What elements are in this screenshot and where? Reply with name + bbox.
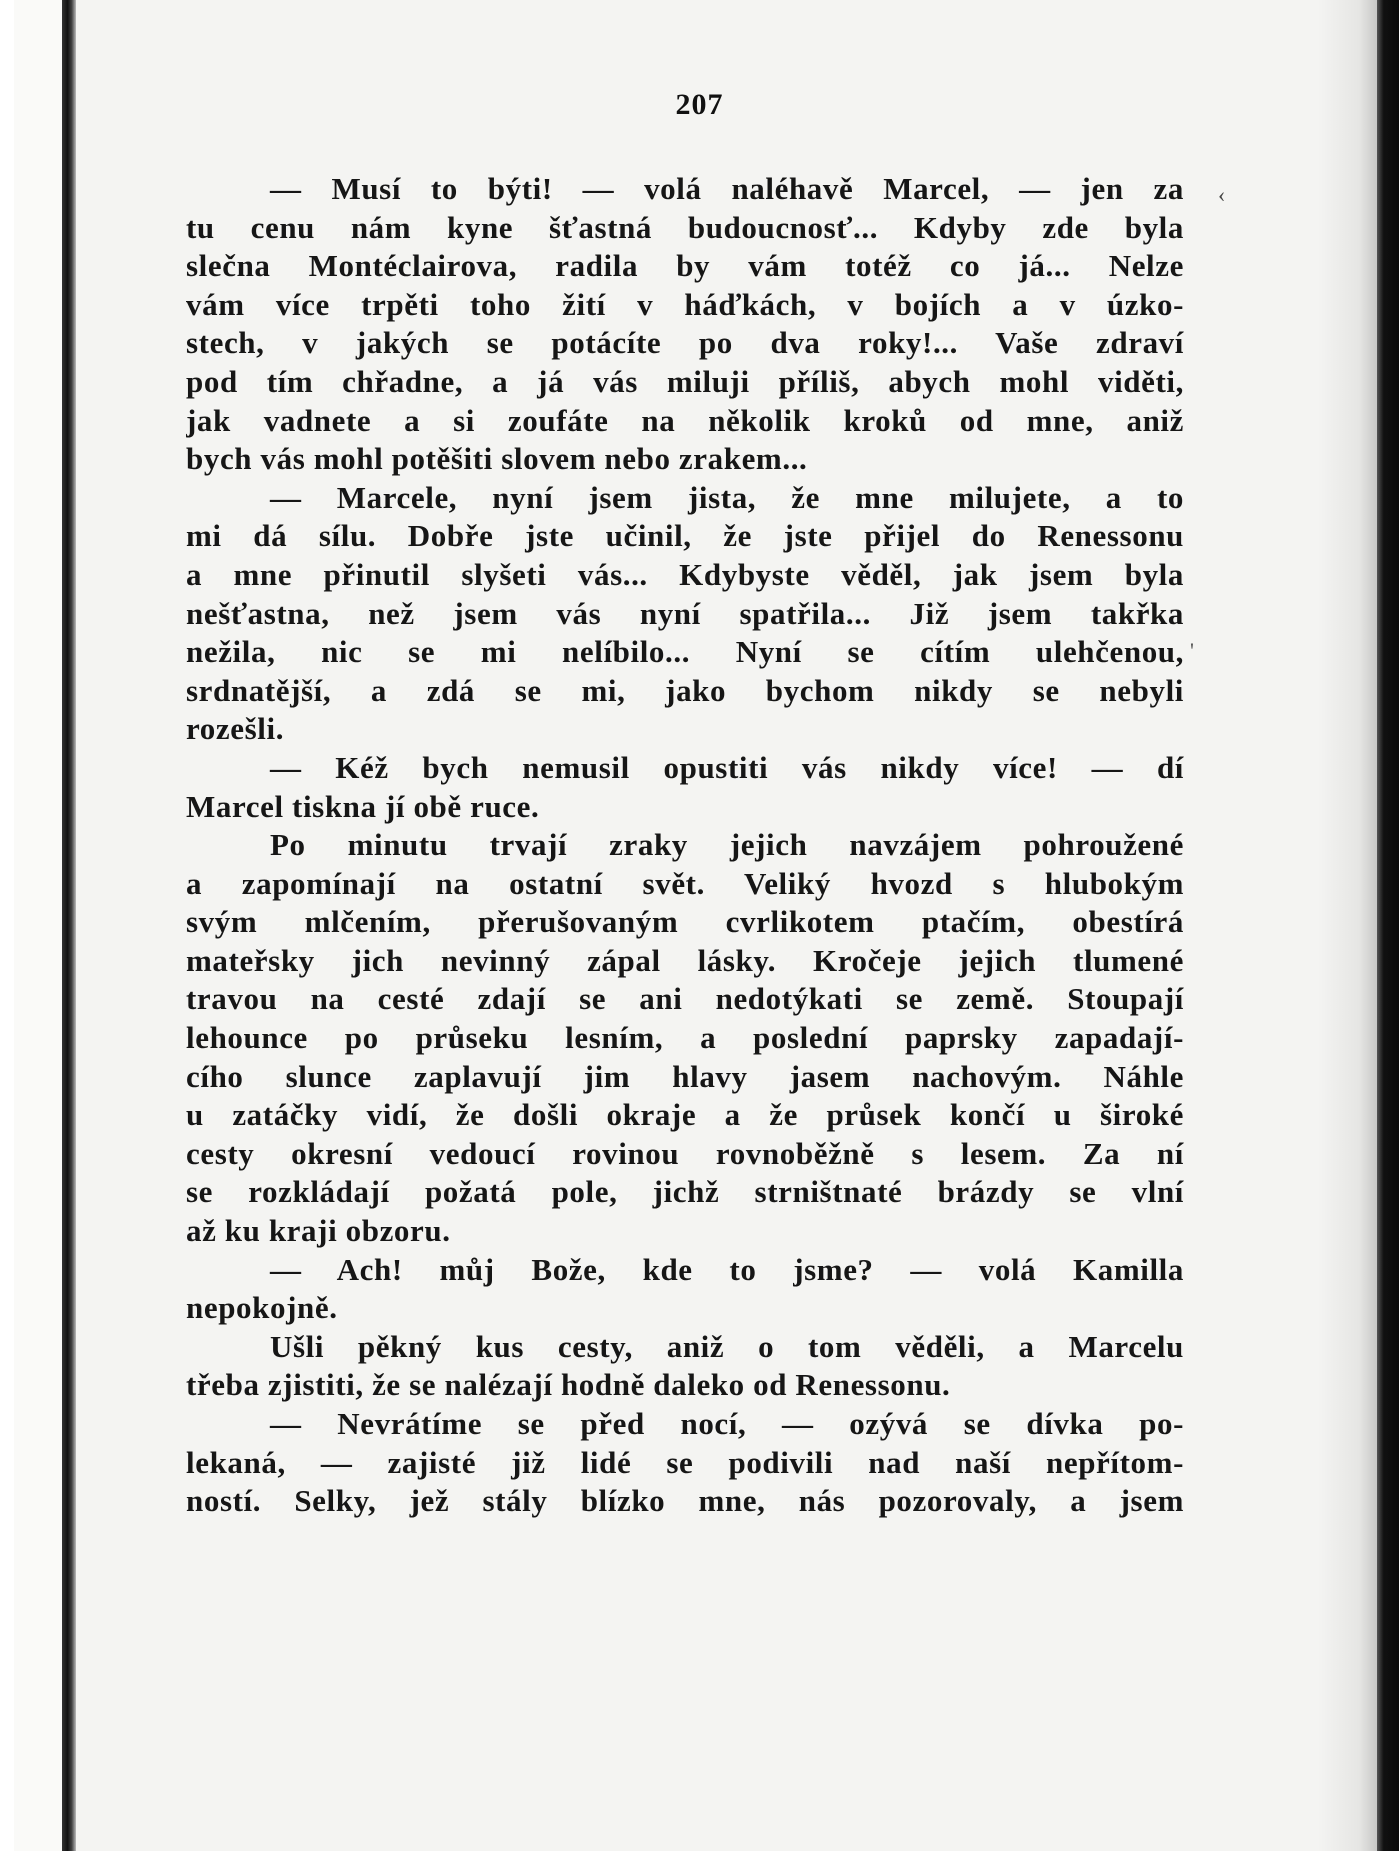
- text-line: nepokojně.: [186, 1290, 338, 1326]
- text-line: srdnatější, a zdá se mi, jako bychom nikdy se nebyli: [186, 672, 1184, 708]
- text-line: slečna Montéclairova, radila by vám totéž co já... Nelze: [186, 248, 1184, 284]
- text-line: vám více trpěti toho žití v háďkách, v bojích a v úzko-: [186, 286, 1184, 322]
- text-line: — Musí to býti! — volá naléhavě Marcel, — jen za: [270, 171, 1184, 206]
- text-line: — Ach! můj Bože, kde to jsme? — volá Kamilla: [270, 1251, 1184, 1287]
- text-line: až ku kraji obzoru.: [186, 1213, 451, 1249]
- text-line: travou na cesté zdají se ani nedotýkati se země. Stoupají: [186, 981, 1184, 1017]
- text-line: cesty okresní vedoucí rovinou rovnoběžně s lesem. Za ní: [186, 1135, 1184, 1171]
- text-line: bych vás mohl potěšiti slovem nebo zrakem...: [186, 441, 808, 477]
- text-line: u zatáčky vidí, že došli okraje a že průsek končí u široké: [186, 1097, 1184, 1133]
- text-line: Po minutu trvají zraky jejich navzájem pohroužené: [270, 827, 1184, 863]
- text-line: rozešli.: [186, 711, 285, 747]
- right-edge-shading: [1317, 0, 1377, 1851]
- text-line: jak vadnete a si zoufáte na několik kroků od mne, aniž: [186, 402, 1184, 438]
- text-line: mateřsky jich nevinný zápal lásky. Kročeje jejich tlumené: [186, 942, 1184, 978]
- text-line: třeba zjistiti, že se nalézají hodně daleko od Renessonu.: [186, 1367, 951, 1403]
- body-text: [186, 170, 1184, 1521]
- left-margin-strip: [14, 0, 62, 1851]
- page-number: 207: [675, 88, 724, 121]
- text-line: se rozkládají požatá pole, jichž strništnaté brázdy se vlní: [186, 1174, 1184, 1210]
- text-line: — Marcele, nyní jsem jista, že mne milujete, a to: [270, 479, 1184, 515]
- text-line: a mne přinutil slyšeti vás... Kdybyste věděl, jak jsem byla: [186, 556, 1184, 592]
- binding-edge-shadow: [62, 0, 76, 1851]
- text-line: tu cenu nám kyne šťastná budoucnosť... Kdyby zde byla: [186, 209, 1184, 245]
- text-line: — Nevrátíme se před nocí, — ozývá se dívka po-: [270, 1406, 1184, 1441]
- text-line: svým mlčením, přerušovaným cvrlikotem ptačím, obestírá: [186, 904, 1184, 940]
- left-margin-blank: [0, 0, 14, 1851]
- text-line: stech, v jakých se potácíte po dva roky!... Vaše zdraví: [186, 325, 1184, 361]
- text-line: nešťastna, než jsem vás nyní spatřila... Již jsem takřka: [186, 595, 1184, 631]
- margin-mark: ‹: [1218, 182, 1226, 207]
- text-line: Ušli pěkný kus cesty, aniž o tom věděli, a Marcelu: [270, 1328, 1184, 1364]
- text-line: lehounce po průseku lesním, a poslední paprsky zapadají-: [186, 1020, 1184, 1056]
- text-line: — Kéž bych nemusil opustiti vás nikdy více! — dí: [270, 749, 1184, 785]
- text-line: Marcel tiskna jí obě ruce.: [186, 788, 540, 824]
- text-line: cího slunce zaplavují jim hlavy jasem nachovým. Náhle: [186, 1058, 1184, 1094]
- text-line: lekaná, — zajisté již lidé se podivili nad naší nepřítom-: [186, 1444, 1184, 1480]
- text-line: mi dá sílu. Dobře jste učinil, že jste přijel do Renessonu: [186, 518, 1184, 554]
- text-line: ností. Selky, jež stály blízko mne, nás pozorovaly, a jsem: [186, 1483, 1184, 1519]
- text-line: nežila, nic se mi nelíbilo... Nyní se cítím ulehčenou,: [186, 634, 1184, 670]
- right-page-edge: [1377, 0, 1399, 1851]
- stray-mark: ': [1190, 638, 1194, 663]
- text-line: pod tím chřadne, a já vás miluji příliš, abych mohl viděti,: [186, 363, 1184, 399]
- text-line: a zapomínají na ostatní svět. Veliký hvozd s hlubokým: [186, 865, 1184, 901]
